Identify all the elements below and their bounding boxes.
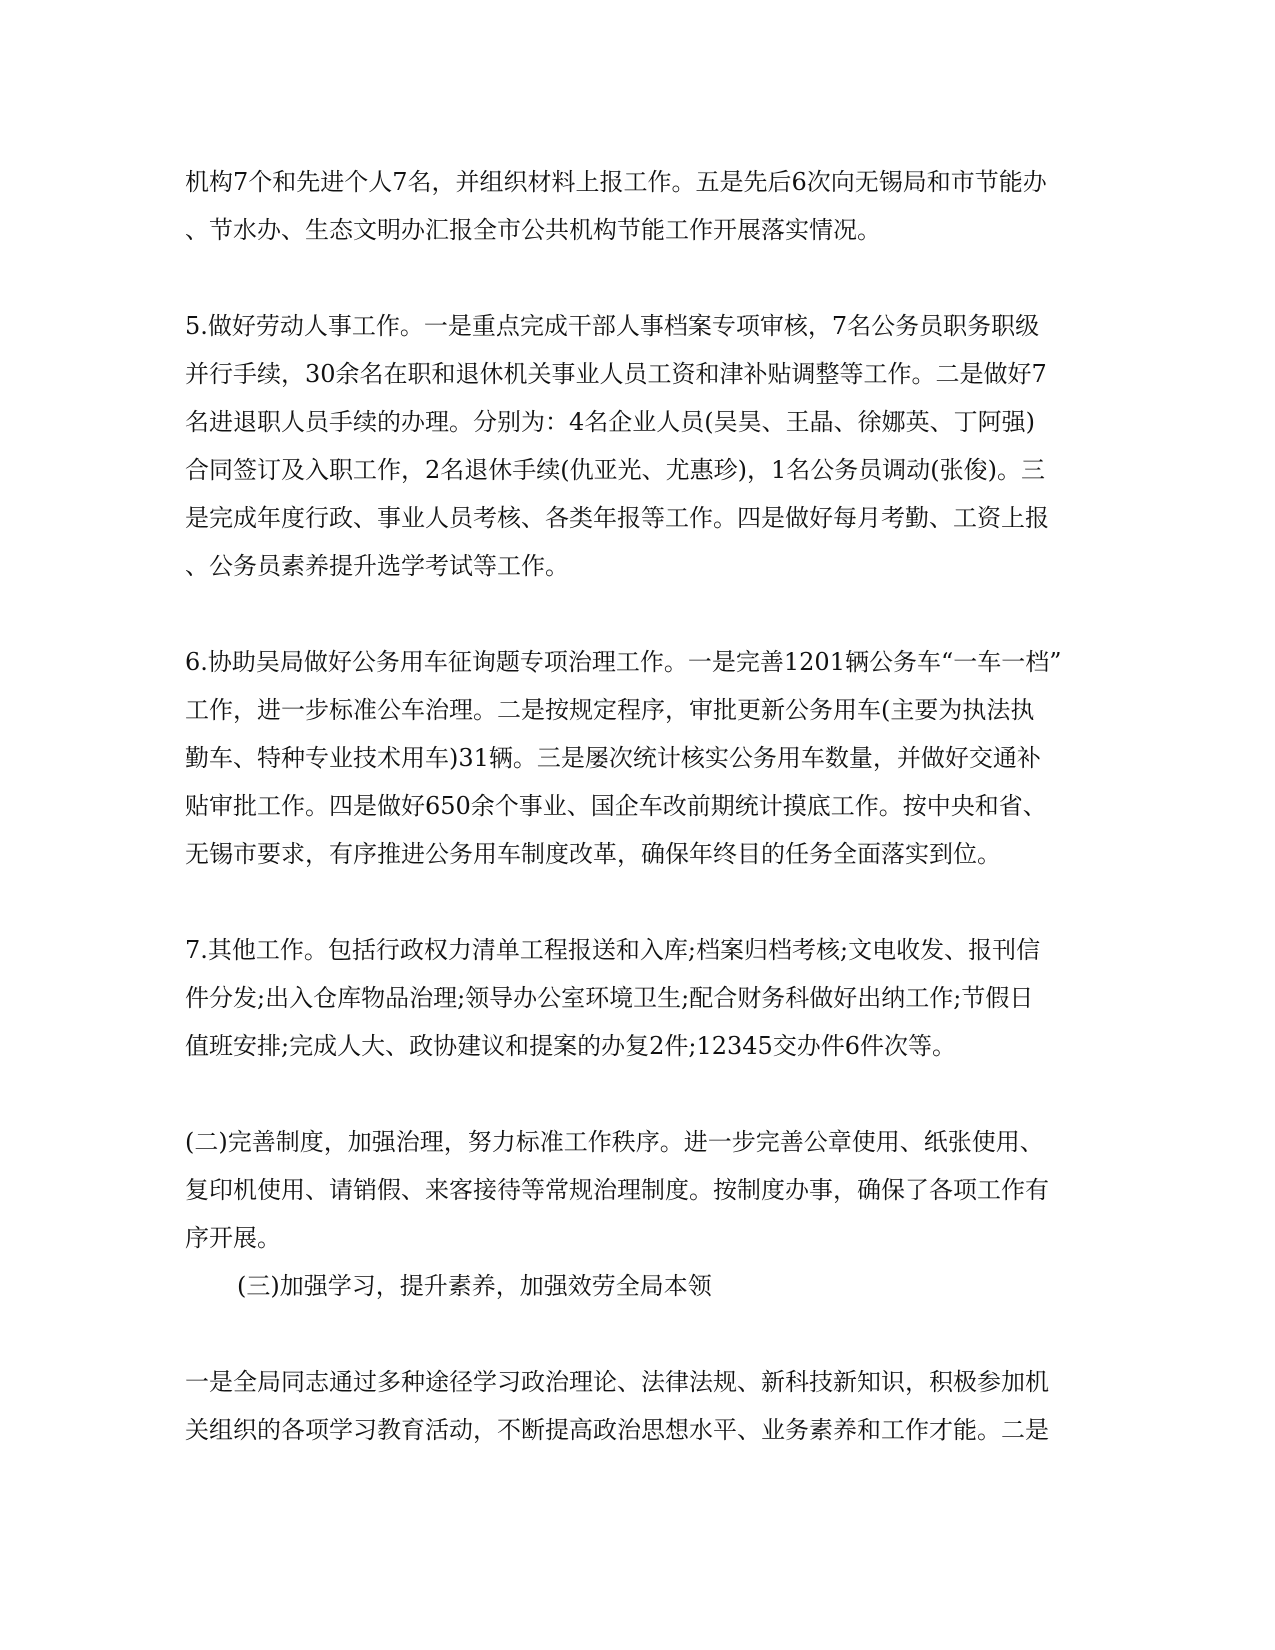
text-line: 无锡市要求，有序推进公务用车制度改革，确保年终目的任务全面落实到位。 <box>185 840 1001 868</box>
text-line: (二)完善制度，加强治理，努力标准工作秩序。进一步完善公章使用、纸张使用、 <box>185 1128 1044 1156</box>
text-line: 序开展。 <box>185 1224 281 1252</box>
paragraph-energy-saving <box>185 158 1090 254</box>
paragraph-gap <box>185 1310 1090 1358</box>
text-line: 件分发;出入仓库物品治理;领导办公室环境卫生;配合财务科做好出纳工作;节假日 <box>185 984 1034 1012</box>
text-line: 、公务员素养提升选学考试等工作。 <box>185 552 569 580</box>
paragraph-other-work <box>185 926 1090 1070</box>
text-line: 5.做好劳动人事工作。一是重点完成干部人事档案专项审核，7名公务员职务职级 <box>185 312 1040 340</box>
text-line: 一是全局同志通过多种途径学习政治理论、法律法规、新科技新知识，积极参加机 <box>185 1368 1049 1396</box>
text-line: 并行手续，30余名在职和退休机关事业人员工资和津补贴调整等工作。二是做好7 <box>185 360 1047 388</box>
text-line: 勤车、特种专业技术用车)31辆。三是屡次统计核实公务用车数量，并做好交通补 <box>185 744 1041 772</box>
text-line: 值班安排;完成人大、政协建议和提案的办复2件;12345交办件6件次等。 <box>185 1032 957 1060</box>
text-line: 名进退职人员手续的办理。分别为：4名企业人员(吴昊、王晶、徐娜英、丁阿强) <box>185 408 1035 436</box>
text-line: 机构7个和先进个人7名，并组织材料上报工作。五是先后6次向无锡局和市节能办 <box>185 168 1047 196</box>
paragraph-personnel-work <box>185 302 1090 590</box>
text-line: 是完成年度行政、事业人员考核、各类年报等工作。四是做好每月考勤、工资上报 <box>185 504 1049 532</box>
text-line: 6.协助吴局做好公务用车征询题专项治理工作。一是完善1201辆公务车“一车一档” <box>185 648 1062 676</box>
text-line: 合同签订及入职工作，2名退休手续(仇亚光、尤惠珍)，1名公务员调动(张俊)。三 <box>185 456 1045 484</box>
paragraph-gap <box>185 1070 1090 1118</box>
paragraph-gap <box>185 590 1090 638</box>
text-line: 7.其他工作。包括行政权力清单工程报送和入库;档案归档考核;文电收发、报刊信 <box>185 936 1041 964</box>
paragraph-official-vehicles <box>185 638 1090 878</box>
text-line: (三)加强学习，提升素养，加强效劳全局本领 <box>237 1272 712 1300</box>
paragraph-gap <box>185 254 1090 302</box>
document-page <box>185 158 1090 1454</box>
paragraph-improve-systems <box>185 1118 1090 1262</box>
text-line: 、节水办、生态文明办汇报全市公共机构节能工作开展落实情况。 <box>185 216 881 244</box>
text-line: 工作，进一步标准公车治理。二是按规定程序，审批更新公务用车(主要为执法执 <box>185 696 1035 724</box>
text-line: 关组织的各项学习教育活动，不断提高政治思想水平、业务素养和工作才能。二是 <box>185 1416 1049 1444</box>
section-heading-study <box>185 1262 1090 1310</box>
paragraph-study-activities <box>185 1358 1090 1454</box>
text-line: 贴审批工作。四是做好650余个事业、国企车改前期统计摸底工作。按中央和省、 <box>185 792 1047 820</box>
paragraph-gap <box>185 878 1090 926</box>
text-line: 复印机使用、请销假、来客接待等常规治理制度。按制度办事，确保了各项工作有 <box>185 1176 1049 1204</box>
